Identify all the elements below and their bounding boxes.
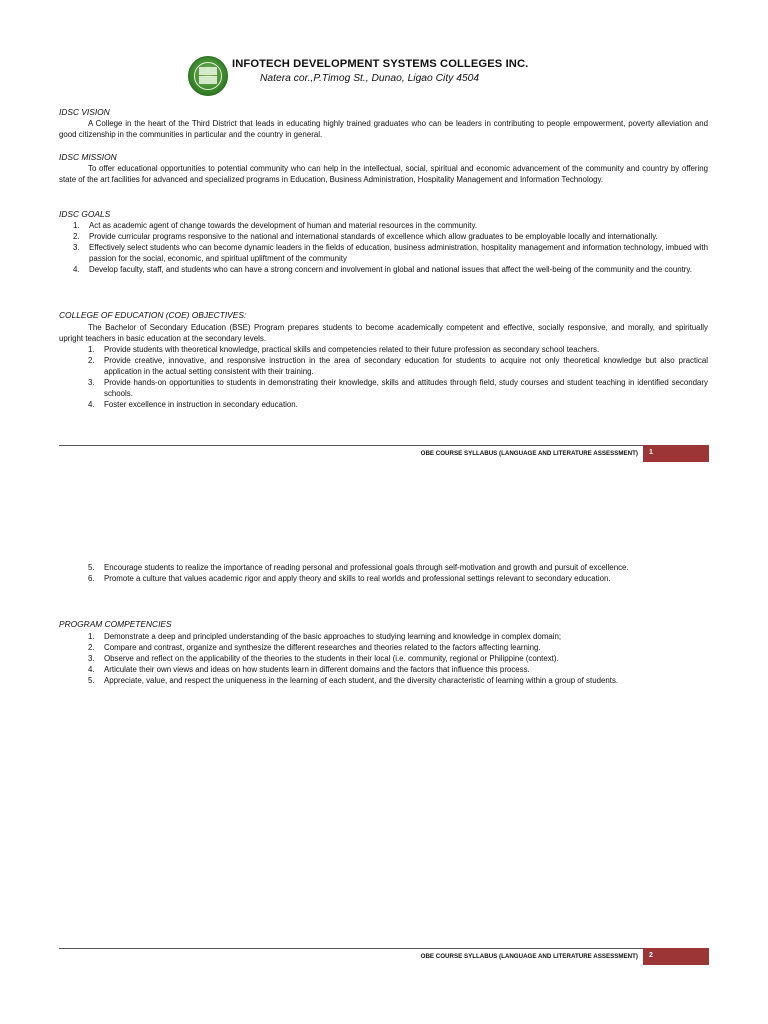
mission-title: IDSC MISSION <box>59 152 117 162</box>
list-item: 3. Effectively select students who can become dynamic leaders in the fields of education, business administration, hospitality management and information technology, imbued with passion for the social, economic, and spiritual upliftment of the community <box>73 243 708 263</box>
list-item: 3. Observe and reflect on the applicability of the theories to the students in their local (i.e. community, regional or Philippine (context). <box>88 654 559 663</box>
list-item: 1. Demonstrate a deep and principled understanding of the basic approaches to studying learning and knowledge in complex domain; <box>88 632 562 641</box>
page-number-badge <box>643 948 709 965</box>
list-item: 1. Provide students with theoretical knowledge, practical skills and competencies related to their future profession as secondary school teachers. <box>88 345 600 354</box>
document-header <box>188 56 748 96</box>
footer-divider <box>59 948 643 949</box>
list-item: 4. Foster excellence in instruction in secondary education. <box>88 400 298 409</box>
coe-objectives-list-continued <box>88 562 708 584</box>
page-number: 2 <box>649 952 653 959</box>
list-item: 4. Articulate their own views and ideas on how students learn in different domains and the factors that influence this process. <box>88 665 530 674</box>
footer-label: OBE COURSE SYLLABUS (LANGUAGE AND LITERATURE ASSESSMENT) <box>420 953 638 960</box>
page-number: 1 <box>649 449 653 456</box>
footer-label: OBE COURSE SYLLABUS (LANGUAGE AND LITERATURE ASSESSMENT) <box>420 450 638 457</box>
list-item: 5. Appreciate, value, and respect the uniqueness in the learning of each student, and the diversity characteristic of learning within a group of students. <box>88 676 619 685</box>
list-item: 1. Act as academic agent of change towards the development of human and material resources in the community. <box>73 221 478 230</box>
coe-intro <box>59 322 708 344</box>
list-item: 2. Provide creative, innovative, and responsive instruction in the area of secondary education for students to acquire not only theoretical knowledge but also practical application in the actual setting consistent with their training. <box>88 356 708 376</box>
list-item: 6. Promote a culture that values academic rigor and apply theory and skills to real worlds and professional settings relevant to secondary education. <box>88 574 611 583</box>
page-number-badge <box>643 445 709 462</box>
list-item: 5. Encourage students to realize the importance of reading personal and professional goals through self-motivation and growth and pursuit of excellence. <box>88 563 629 572</box>
vision-text-content: A College in the heart of the Third District that leads in educating highly trained graduates who can be leaders in contributing to people empowerment, poverty alleviation and good citizenship in the communities in particular and the country in general. <box>59 119 708 139</box>
mission-text-content: To offer educational opportunities to potential community who can help in the intellectual, social, spiritual and economic advancement of the community and country by offering state of the art facilities for advanced and specialized programs in Education, Business Administration, Hospitality Management and Information Technology. <box>59 164 708 184</box>
vision-title: IDSC VISION <box>59 107 110 117</box>
coe-objectives-list <box>88 344 708 410</box>
school-name: INFOTECH DEVELOPMENT SYSTEMS COLLEGES INC. <box>232 58 529 70</box>
goals-list <box>73 220 708 275</box>
competencies-title: PROGRAM COMPETENCIES <box>59 619 172 629</box>
list-item: 4. Develop faculty, staff, and students who can have a strong concern and involvement in global and national issues that affect the well-being of the community and the country. <box>73 265 692 274</box>
list-item: 3. Provide hands-on opportunities to students in demonstrating their knowledge, skills and attitudes through field, study courses and student teaching in identified secondary schools. <box>88 378 708 398</box>
mission-text <box>59 163 708 185</box>
list-item: 2. Compare and contrast, organize and synthesize the different researches and theories related to the factors affecting learning. <box>88 643 541 652</box>
school-address: Natera cor.,P.Timog St., Dunao, Ligao City 4504 <box>260 73 480 84</box>
competencies-list <box>88 631 708 686</box>
school-seal-icon <box>188 56 228 96</box>
goals-title: IDSC GOALS <box>59 209 111 219</box>
coe-title: COLLEGE OF EDUCATION (COE) OBJECTIVES: <box>59 310 247 320</box>
vision-text <box>59 118 708 140</box>
coe-intro-content: The Bachelor of Secondary Education (BSE) Program prepares students to become academically competent and effective, socially responsive, and morally, and spiritually upright teachers in basic education at the secondary levels. <box>59 323 708 343</box>
list-item: 2. Provide curricular programs responsive to the national and international standards of excellence which allow graduates to be employable locally and internationally. <box>73 232 658 241</box>
footer-divider <box>59 445 643 446</box>
